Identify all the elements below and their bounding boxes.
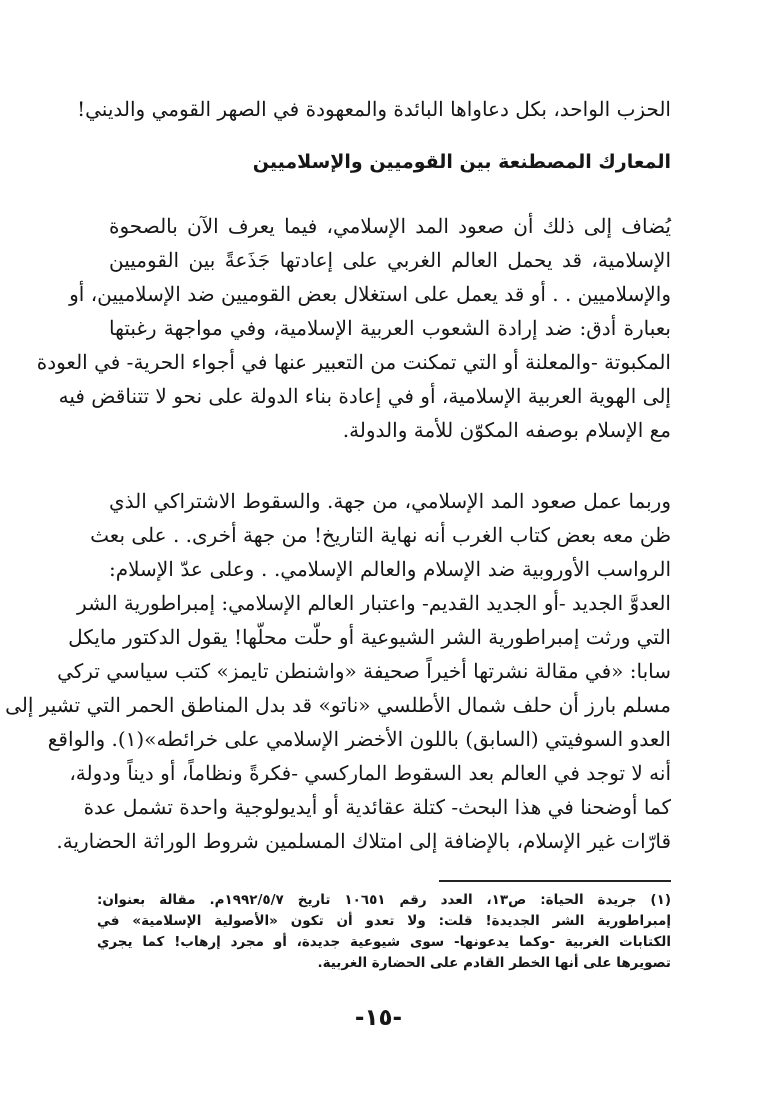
paragraph-1-line: الإسلامية، قد يحمل العالم الغربي على إعادتها جَذَعةً بين القوميين: [109, 248, 671, 272]
paragraph-1-line: يُضاف إلى ذلك أن صعود المد الإسلامي، فيما يعرف الآن بالصحوة: [109, 214, 671, 238]
paragraph-1-line: المكبوتة -والمعلنة أو التي تمكنت من التعبير عنها في أجواء الحرية- في العودة: [36, 350, 671, 374]
paragraph-2-line: مسلم بارز أن حلف شمال الأطلسي «ناتو» قد بدل المناطق الحمر التي تشير إلى: [5, 693, 671, 717]
footnote-line: (١) جريدة الحياة: ص١٣، العدد رقم ١٠٦٥١ تاريخ ١٩٩٢/٥/٧م. مقالة بعنوان:: [97, 892, 671, 908]
footnote-line: تصويرها على أنها الخطر القادم على الحضارة الغربية.: [317, 955, 671, 971]
paragraph-2-line: قارّات غير الإسلام، بالإضافة إلى امتلاك المسلمين شروط الوراثة الحضارية.: [56, 829, 671, 853]
paragraph-2-line: العدوَّ الجديد -أو الجديد القديم- واعتبار العالم الإسلامي: إمبراطورية الشر: [77, 591, 671, 615]
paragraph-1-line: بعبارة أدق: ضد إرادة الشعوب العربية الإسلامية، وفي مواجهة رغبتها: [109, 316, 671, 340]
footnote-rule: [439, 880, 671, 882]
page-number: -١٥-: [354, 1005, 403, 1031]
carryover-line: الحزب الواحد، بكل دعاواها البائدة والمعهودة في الصهر القومي والديني!: [77, 97, 671, 121]
paragraph-2-line: التي ورثت إمبراطورية الشر الشيوعية أو حلّت محلّها! يقول الدكتور مايكل: [68, 625, 671, 649]
paragraph-2-line: ظن معه بعض كتاب الغرب أنه نهاية التاريخ! من جهة أخرى. . على بعث: [90, 523, 671, 547]
paragraph-1-line: إلى الهوية العربية الإسلامية، أو في إعادة بناء الدولة على نحو لا تتناقض فيه: [58, 384, 671, 408]
footnote-line: إمبراطورية الشر الجديدة! قلت: ولا تعدو أن تكون «الأصولية الإسلامية» في: [97, 913, 671, 929]
paragraph-2-line: الرواسب الأوروبية ضد الإسلام والعالم الإسلامي. . وعلى عدّ الإسلام:: [109, 557, 671, 581]
paragraph-1-line: والإسلاميين . . أو قد يعمل على استغلال بعض القوميين ضد الإسلاميين، أو: [69, 282, 671, 306]
paragraph-2-line: سابا: «في مقالة نشرتها أخيراً صحيفة «واشنطن تايمز» كتب سياسي تركي: [57, 659, 671, 683]
paragraph-2-line: وربما عمل صعود المد الإسلامي، من جهة. والسقوط الاشتراكي الذي: [109, 489, 671, 513]
paragraph-1-line: مع الإسلام بوصفه المكوّن للأمة والدولة.: [342, 418, 671, 442]
paragraph-2-line: أنه لا توجد في العالم بعد السقوط الماركسي -فكرةً ونظاماً، أو ديناً ودولة،: [69, 761, 671, 785]
section-heading: المعارك المصطنعة بين القوميين والإسلاميين: [252, 151, 671, 173]
paragraph-2-line: كما أوضحنا في هذا البحث- كتلة عقائدية أو أيديولوجية واحدة تشمل عدة: [83, 795, 671, 819]
footnote-line: الكتابات الغربية -وكما يدعونها- سوى شيوعية جديدة، أو مجرد إرهاب! كما يجري: [97, 934, 671, 950]
paragraph-2-line: العدو السوفيتي (السابق) باللون الأخضر الإسلامي على خرائطه»(١). والواقع: [47, 727, 671, 751]
